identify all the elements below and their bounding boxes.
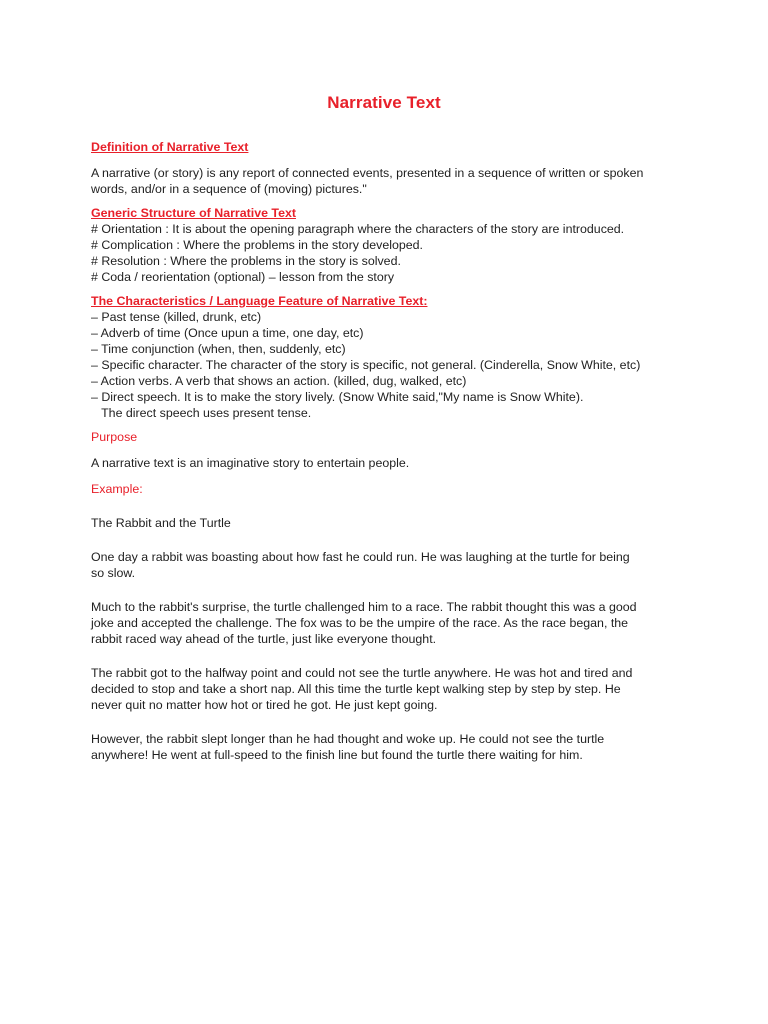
structure-heading: Generic Structure of Narrative Text xyxy=(91,206,296,220)
definition-text xyxy=(91,165,691,197)
page-title: Narrative Text xyxy=(327,93,441,112)
characteristics-list xyxy=(91,309,691,421)
characteristics-item: The direct speech uses present tense. xyxy=(91,406,312,420)
story-line: never quit no matter how hot or tired he got. He just kept going. xyxy=(91,698,438,712)
story-line: Much to the rabbit's surprise, the turtle challenged him to a race. The rabbit thought this was a good xyxy=(91,600,637,614)
story-paragraph xyxy=(91,665,691,713)
story-line: so slow. xyxy=(91,566,136,580)
structure-item: # Resolution : Where the problems in the story is solved. xyxy=(91,254,401,268)
structure-item: # Complication : Where the problems in the story developed. xyxy=(91,238,423,252)
characteristics-item: – Action verbs. A verb that shows an action. (killed, dug, walked, etc) xyxy=(91,374,467,388)
example-heading: Example: xyxy=(91,482,143,496)
characteristics-item: – Specific character. The character of the story is specific, not general. (Cinderella, Snow White, etc) xyxy=(91,358,641,372)
structure-list xyxy=(91,221,691,285)
story-title: The Rabbit and the Turtle xyxy=(91,516,231,530)
characteristics-item: – Time conjunction (when, then, suddenly, etc) xyxy=(91,342,346,356)
characteristics-item: – Adverb of time (Once upun a time, one day, etc) xyxy=(91,326,364,340)
structure-item: # Coda / reorientation (optional) – lesson from the story xyxy=(91,270,395,284)
characteristics-item: – Past tense (killed, drunk, etc) xyxy=(91,310,262,324)
story-paragraph xyxy=(91,731,691,763)
story-paragraph xyxy=(91,599,691,647)
characteristics-item: – Direct speech. It is to make the story lively. (Snow White said,"My name is Snow White). xyxy=(91,390,584,404)
purpose-heading: Purpose xyxy=(91,430,138,444)
story-line: One day a rabbit was boasting about how fast he could run. He was laughing at the turtle for being xyxy=(91,550,630,564)
story-line: rabbit raced way ahead of the turtle, just like everyone thought. xyxy=(91,632,437,646)
document-body xyxy=(91,139,691,763)
story-line: However, the rabbit slept longer than he had thought and woke up. He could not see the turtle xyxy=(91,732,605,746)
story-line: decided to stop and take a short nap. All this time the turtle kept walking step by step by step. He xyxy=(91,682,621,696)
purpose-text: A narrative text is an imaginative story to entertain people. xyxy=(91,456,410,470)
definition-line: A narrative (or story) is any report of connected events, presented in a sequence of written or spoken xyxy=(91,166,644,180)
definition-heading: Definition of Narrative Text xyxy=(91,140,249,154)
structure-item: # Orientation : It is about the opening paragraph where the characters of the story are introduced. xyxy=(91,222,625,236)
story-line: anywhere! He went at full-speed to the finish line but found the turtle there waiting for him. xyxy=(91,748,583,762)
story-line: The rabbit got to the halfway point and could not see the turtle anywhere. He was hot and tired and xyxy=(91,666,633,680)
story-paragraph xyxy=(91,549,691,581)
characteristics-heading: The Characteristics / Language Feature of Narrative Text: xyxy=(91,294,428,308)
story-line: joke and accepted the challenge. The fox was to be the umpire of the race. As the race began, the xyxy=(91,616,629,630)
definition-line: words, and/or in a sequence of (moving) pictures." xyxy=(91,182,367,196)
